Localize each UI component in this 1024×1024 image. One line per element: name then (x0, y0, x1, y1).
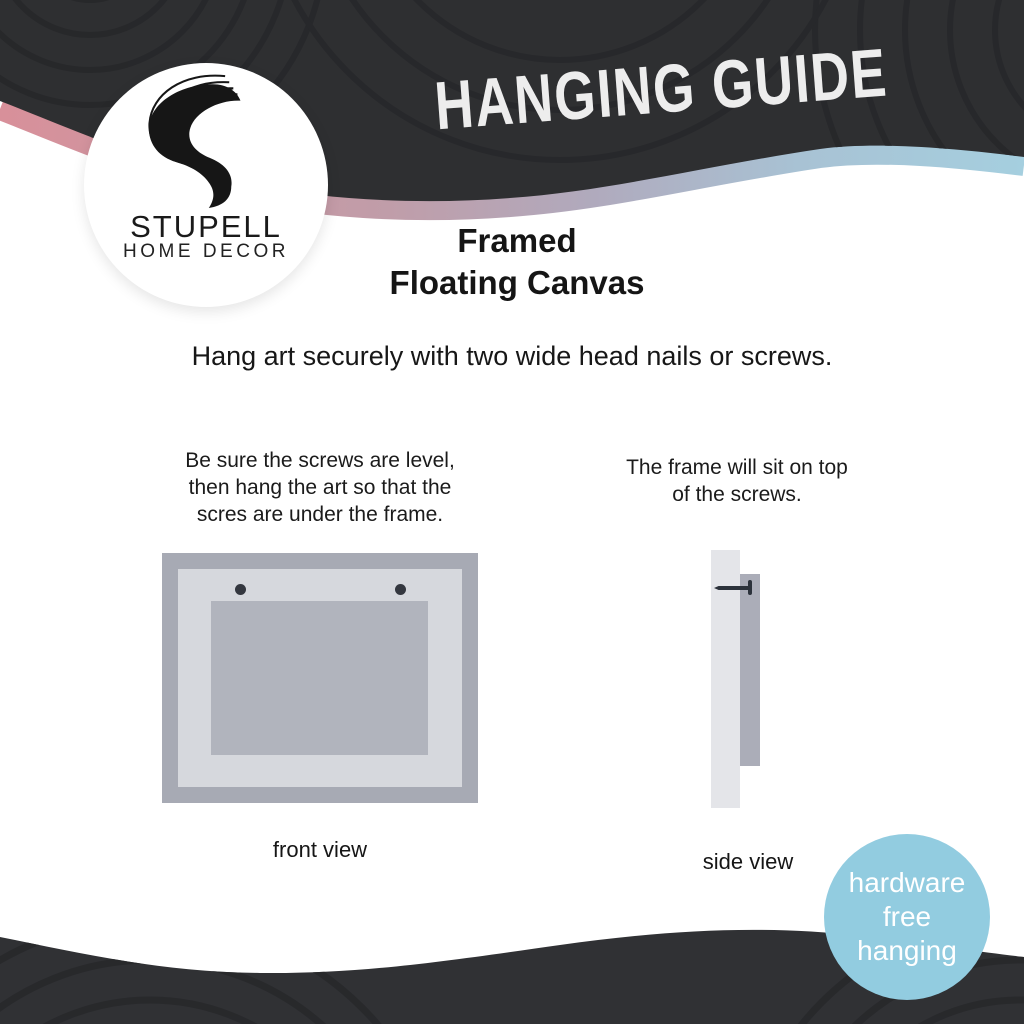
brand-logo-circle (84, 63, 328, 307)
front-instruction-line1: Be sure the screws are level, (185, 449, 455, 472)
front-view-caption: front view (272, 837, 368, 862)
tagline: Hang art securely with two wide head nails or screws. (191, 341, 833, 371)
page-title-text: HANGING GUIDE (432, 34, 891, 145)
product-title (312, 220, 722, 304)
hardware-free-hanging-badge (824, 834, 990, 1000)
side-instruction-line2: of the screws. (672, 483, 802, 506)
nail-icon (714, 579, 754, 596)
brand-division: HOME DECOR (123, 241, 289, 262)
front-instruction-line3: scres are under the frame. (196, 503, 444, 526)
stupell-s-logo-icon (116, 70, 276, 208)
front-view-instruction (150, 447, 490, 528)
front-instruction-line2: then hang the art so that the (188, 476, 452, 499)
side-view-caption: side view (702, 849, 794, 874)
nail-head (748, 580, 752, 595)
side-view-canvas-bar (738, 574, 760, 766)
brand-name: STUPELL (130, 209, 282, 244)
badge-line2: free (882, 901, 932, 932)
frame-mat (178, 569, 462, 787)
nail-shaft (714, 586, 752, 590)
screw-dot-left (235, 584, 246, 595)
side-view-instruction (592, 454, 882, 508)
product-title-line1: Framed (457, 222, 577, 259)
badge-line3: hanging (857, 935, 957, 966)
product-title-line2: Floating Canvas (389, 264, 645, 301)
side-instruction-line1: The frame will sit on top (626, 456, 848, 479)
badge-line1: hardware (848, 867, 966, 898)
frame-canvas (211, 601, 428, 755)
screw-dot-right (395, 584, 406, 595)
front-view-frame-diagram (162, 553, 478, 803)
